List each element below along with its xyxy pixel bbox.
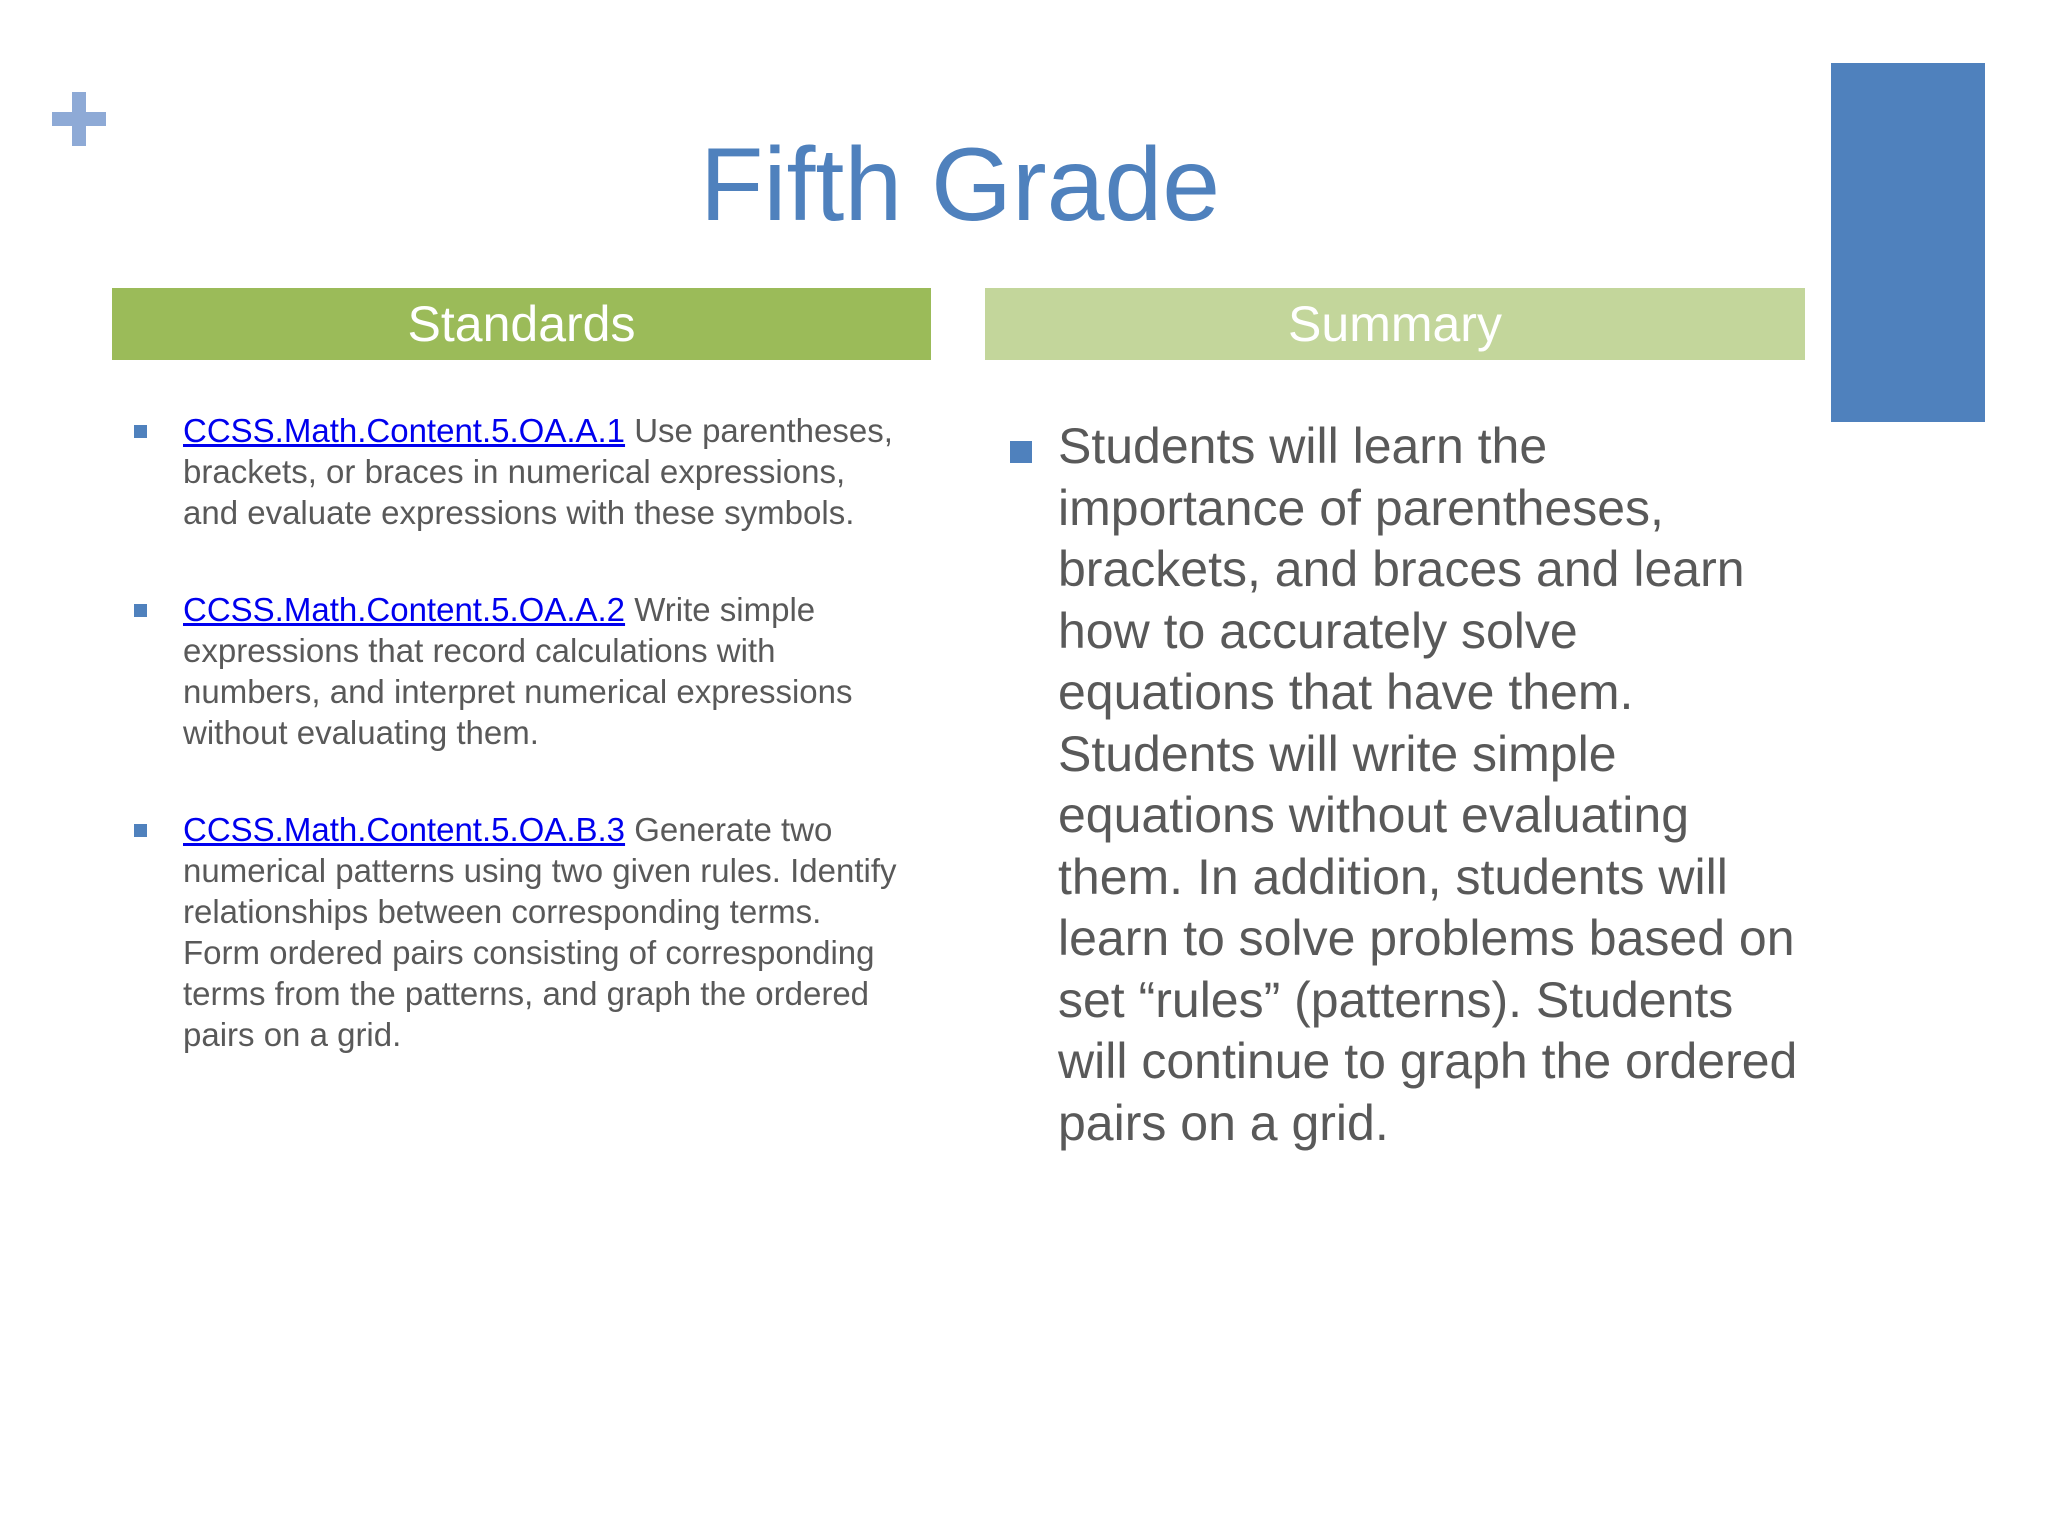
standard-item [112,809,902,1055]
standard-item [112,410,902,533]
square-bullet-icon [1010,441,1032,463]
standard-link[interactable]: CCSS.Math.Content.5.OA.A.1 [183,412,626,449]
standard-text: Use parentheses, brackets, or braces in numerical expressions, and evaluate expressions with these symbols. [183,412,893,531]
slide-title: Fifth Grade [699,127,1221,243]
standards-list [112,410,902,1111]
square-bullet-icon [134,425,147,438]
standard-text: Write simple expressions that record calculations with numbers, and interpret numerical expressions without evaluating them. [183,591,853,751]
summary-box [1008,416,1798,1154]
standard-link[interactable]: CCSS.Math.Content.5.OA.B.3 [183,811,626,848]
standard-link[interactable]: CCSS.Math.Content.5.OA.A.2 [183,591,626,628]
summary-header: Summary [985,288,1805,360]
summary-item [1008,416,1798,1154]
square-bullet-icon [134,824,147,837]
standards-header: Standards [112,288,931,360]
summary-text: Students will learn the importance of parentheses, brackets, and braces and learn how to accurately solve equations that have them. Students will write simple equations without evaluating them. In addition, students will learn to solve problems based on set “rules” (patterns). Students will continue to graph the ordered pairs on a grid. [1058,418,1798,1151]
standard-item [112,589,902,753]
standard-text: Generate two numerical patterns using two given rules. Identify relationships between corresponding terms. Form ordered pairs consisting of corresponding terms from the patterns, and graph the ordered pairs on a grid. [183,811,897,1053]
square-bullet-icon [134,604,147,617]
